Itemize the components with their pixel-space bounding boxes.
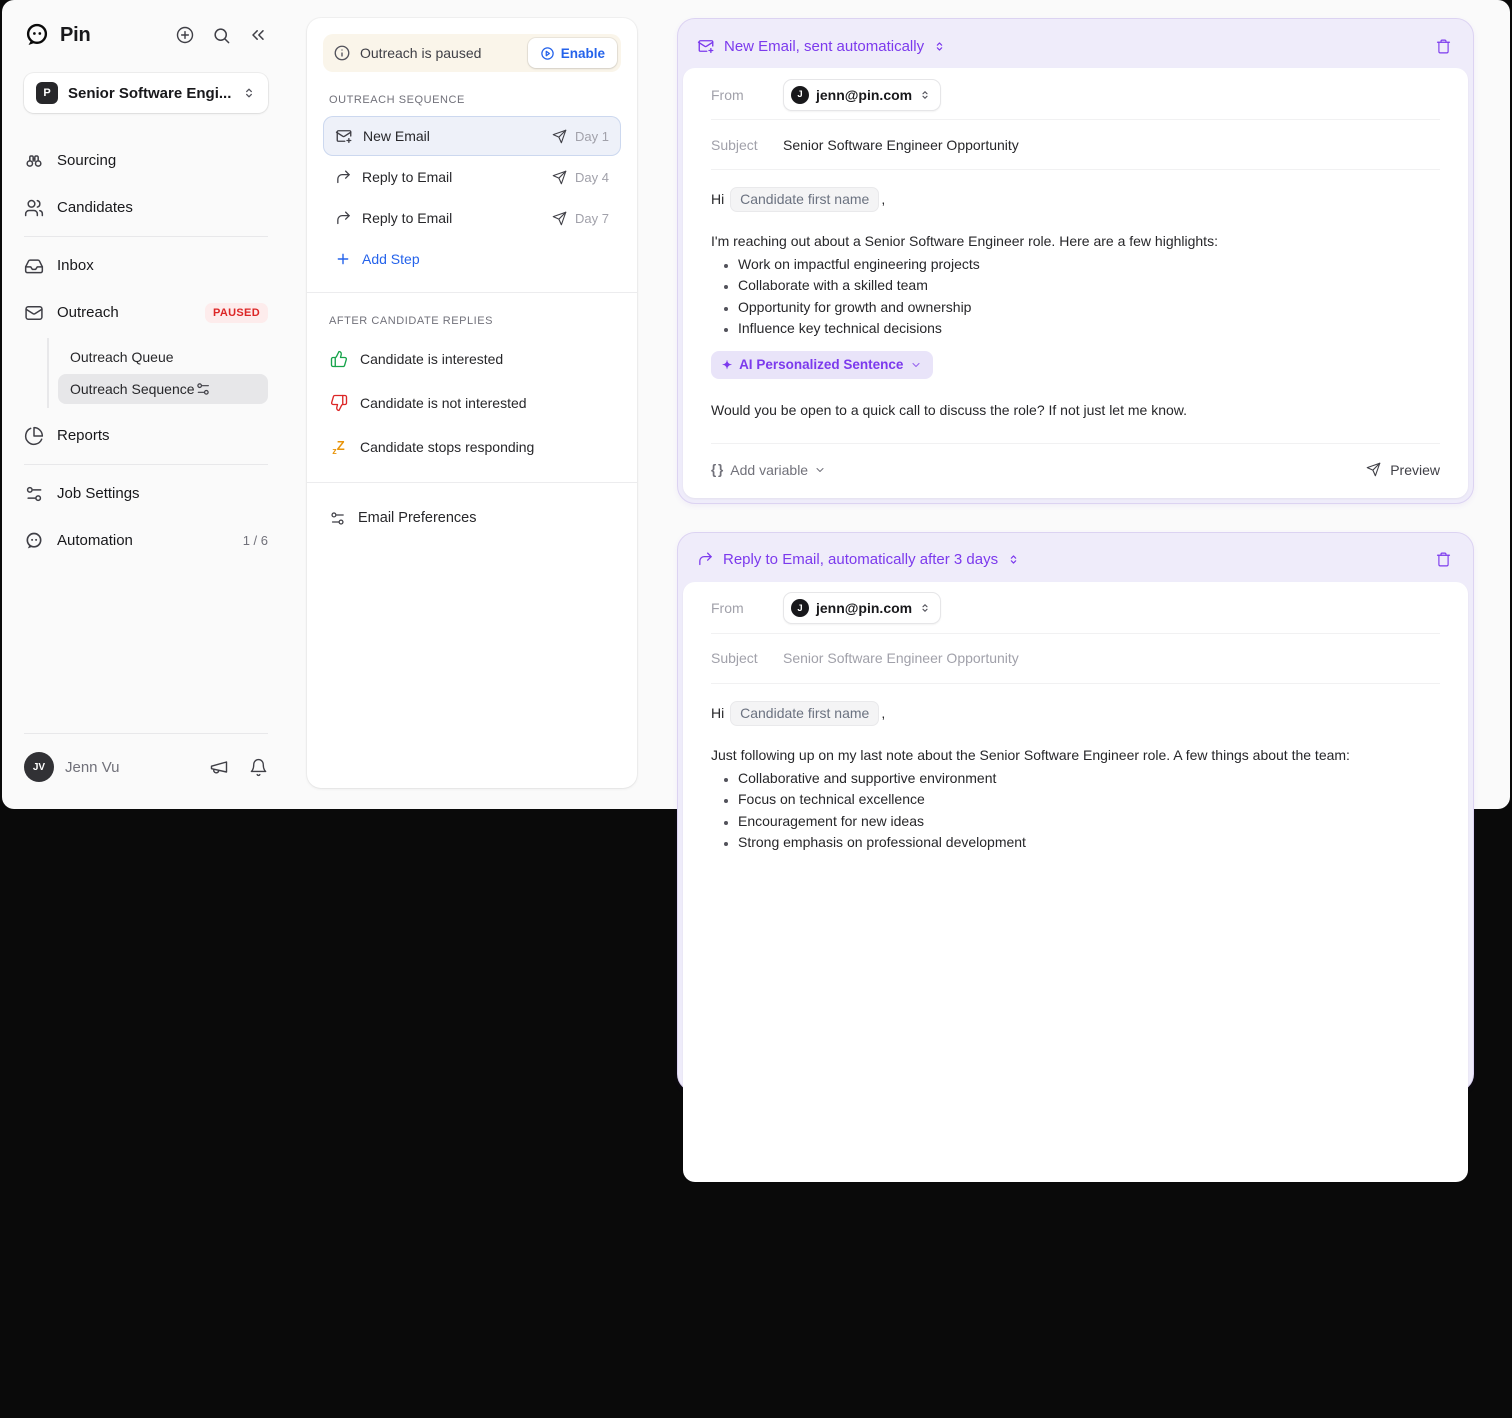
sidebar-item-label: Reports bbox=[57, 427, 110, 444]
sub-item-label: Outreach Sequence bbox=[70, 381, 195, 397]
bullet-list bbox=[711, 769, 1440, 852]
subject-label: Subject bbox=[711, 136, 758, 153]
chevron-updown-icon bbox=[919, 89, 931, 101]
play-circle-icon bbox=[540, 46, 555, 61]
email-card-header bbox=[683, 24, 1468, 68]
sidebar-item-label: Automation bbox=[57, 532, 133, 549]
binoculars-icon bbox=[24, 151, 44, 171]
bullet-list bbox=[711, 255, 1440, 338]
pin-logo-icon bbox=[24, 22, 50, 48]
send-icon bbox=[552, 211, 567, 226]
add-step-label: Add Step bbox=[362, 251, 420, 267]
email-preferences-label: Email Preferences bbox=[358, 510, 477, 526]
variable-chip-first-name[interactable]: Candidate first name bbox=[730, 701, 879, 726]
section-title-after-replies: AFTER CANDIDATE REPLIES bbox=[329, 315, 494, 327]
step-reply-1[interactable] bbox=[323, 157, 621, 197]
create-icon[interactable] bbox=[175, 25, 195, 45]
email-preferences-row[interactable] bbox=[323, 496, 621, 540]
user-actions bbox=[209, 757, 268, 777]
email-editor bbox=[683, 582, 1468, 1182]
chevron-updown-icon[interactable] bbox=[933, 40, 946, 53]
chevron-updown-icon bbox=[919, 602, 931, 614]
from-label: From bbox=[711, 86, 744, 103]
sliders-icon bbox=[24, 484, 44, 504]
sequence-panel bbox=[307, 18, 637, 788]
email-card-new-email bbox=[677, 18, 1474, 504]
users-icon bbox=[24, 198, 44, 218]
info-icon bbox=[333, 44, 351, 62]
subject-row bbox=[711, 634, 1440, 684]
from-selector[interactable] bbox=[783, 79, 941, 111]
mail-plus-icon bbox=[697, 37, 715, 55]
add-variable-button[interactable] bbox=[711, 461, 826, 480]
email-body-editor[interactable] bbox=[711, 684, 1440, 864]
sliders-icon bbox=[329, 510, 346, 527]
greeting-line: Hi Candidate first name , bbox=[711, 701, 1440, 726]
bullet-item: • Collaborative and supportive environment bbox=[738, 769, 1440, 788]
automation-count: 1 / 6 bbox=[242, 533, 268, 548]
greeting-line: Hi Candidate first name , bbox=[711, 187, 1440, 212]
trash-icon[interactable] bbox=[1435, 551, 1452, 568]
from-row bbox=[711, 70, 1440, 120]
sidebar bbox=[2, 0, 294, 809]
sidebar-item-automation[interactable] bbox=[24, 517, 268, 564]
app-title: Pin bbox=[60, 23, 91, 46]
sidebar-item-sourcing[interactable] bbox=[24, 137, 268, 184]
body-paragraph: Would you be open to a quick call to discuss the role? If not just let me know. bbox=[711, 402, 1188, 419]
ai-chip-label: AI Personalized Sentence bbox=[739, 356, 904, 372]
divider bbox=[24, 733, 268, 734]
avatar: JV bbox=[24, 752, 54, 782]
email-card-reply bbox=[677, 532, 1474, 1092]
chevron-down-icon bbox=[910, 359, 922, 371]
chevron-down-icon bbox=[814, 464, 826, 476]
step-day: Day 1 bbox=[575, 128, 609, 144]
email-card-title: New Email, sent automatically bbox=[724, 37, 925, 55]
step-meta bbox=[552, 170, 609, 185]
bullet-item: • Collaborate with a skilled team bbox=[738, 276, 1440, 295]
paused-badge: PAUSED bbox=[205, 303, 268, 323]
subject-label: Subject bbox=[711, 650, 758, 667]
sidebar-item-inbox[interactable] bbox=[24, 242, 268, 289]
sidebar-item-label: Job Settings bbox=[57, 485, 140, 502]
preview-label: Preview bbox=[1390, 461, 1440, 478]
divider bbox=[24, 464, 268, 465]
email-body-editor[interactable] bbox=[711, 170, 1440, 498]
body-paragraph: I'm reaching out about a Senior Software Engineer role. Here are a few highlights: bbox=[711, 232, 1218, 249]
sleep-zz-icon: zZ bbox=[332, 437, 345, 456]
brand-row bbox=[24, 18, 268, 52]
sidebar-item-label: Outreach bbox=[57, 304, 119, 321]
bell-icon[interactable] bbox=[249, 758, 268, 777]
user-name: Jenn Vu bbox=[65, 758, 120, 776]
thumbs-up-icon bbox=[329, 350, 348, 368]
search-icon[interactable] bbox=[212, 26, 231, 45]
sidebar-item-candidates[interactable] bbox=[24, 184, 268, 231]
enable-button-label: Enable bbox=[560, 45, 605, 61]
sub-item-label: Outreach Queue bbox=[70, 349, 174, 365]
mail-plus-icon bbox=[335, 127, 353, 145]
pie-chart-icon bbox=[24, 426, 44, 446]
step-label: Reply to Email bbox=[362, 169, 453, 185]
step-label: New Email bbox=[363, 128, 430, 144]
divider bbox=[24, 236, 268, 237]
mail-icon bbox=[24, 303, 44, 323]
email-editor bbox=[683, 68, 1468, 498]
step-reply-2[interactable] bbox=[323, 198, 621, 238]
ai-chip-row bbox=[711, 351, 1440, 379]
email-editor-column bbox=[677, 18, 1474, 1418]
sender-avatar: J bbox=[791, 599, 809, 617]
sidebar-item-outreach[interactable] bbox=[24, 289, 268, 336]
sidebar-item-label: Candidates bbox=[57, 199, 133, 216]
branch-candidate-interested[interactable] bbox=[323, 337, 621, 381]
step-meta bbox=[552, 129, 609, 144]
branch-candidate-not-interested[interactable] bbox=[323, 381, 621, 425]
user-row[interactable] bbox=[24, 739, 268, 795]
chevron-updown-icon[interactable] bbox=[1007, 553, 1020, 566]
trash-icon[interactable] bbox=[1435, 38, 1452, 55]
email-card-title: Reply to Email, automatically after 3 days bbox=[723, 551, 999, 569]
branch-label: Candidate is not interested bbox=[360, 395, 527, 411]
bullet-item: • Opportunity for growth and ownership bbox=[738, 298, 1440, 317]
variable-chip-first-name[interactable]: Candidate first name bbox=[730, 187, 879, 212]
send-icon bbox=[1366, 462, 1381, 477]
add-step-button[interactable] bbox=[323, 239, 621, 279]
ai-personalized-sentence-chip[interactable] bbox=[711, 351, 933, 379]
sender-email: jenn@pin.com bbox=[816, 86, 913, 103]
inbox-icon bbox=[24, 256, 44, 276]
body-paragraph: Just following up on my last note about the Senior Software Engineer role. A few things about the team: bbox=[711, 746, 1350, 763]
bullet-item: • Work on impactful engineering projects bbox=[738, 255, 1440, 274]
step-day: Day 7 bbox=[575, 210, 609, 226]
step-day: Day 4 bbox=[575, 169, 609, 185]
bullet-item: • Influence key technical decisions bbox=[738, 319, 1440, 338]
sliders-icon bbox=[195, 381, 211, 397]
job-name: Senior Software Engi... bbox=[68, 84, 232, 102]
divider bbox=[307, 482, 637, 483]
sidebar-item-outreach-sequence[interactable] bbox=[58, 374, 268, 404]
automation-face-icon bbox=[24, 531, 44, 551]
branch-label: Candidate is interested bbox=[360, 351, 504, 367]
sidebar-item-label: Inbox bbox=[57, 257, 94, 274]
branch-candidate-stops-responding[interactable] bbox=[323, 425, 621, 469]
chevron-updown-icon bbox=[242, 86, 256, 100]
reply-arrow-icon bbox=[335, 169, 352, 186]
enable-button[interactable] bbox=[528, 38, 617, 68]
from-selector[interactable] bbox=[783, 592, 941, 624]
sidebar-toolbar bbox=[175, 25, 268, 45]
divider bbox=[307, 292, 637, 293]
banner-text: Outreach is paused bbox=[360, 45, 482, 61]
send-icon bbox=[552, 170, 567, 185]
job-avatar: P bbox=[36, 82, 58, 104]
step-meta bbox=[552, 211, 609, 226]
braces-icon: { } bbox=[711, 461, 723, 477]
sidebar-footer bbox=[24, 728, 268, 795]
editor-footer bbox=[711, 443, 1440, 496]
sparkle-icon: ✦ bbox=[722, 357, 733, 372]
app-window bbox=[2, 0, 1510, 850]
reply-arrow-icon bbox=[335, 210, 352, 227]
thumbs-down-icon bbox=[329, 394, 348, 412]
branch-label: Candidate stops responding bbox=[360, 439, 535, 455]
plus-icon bbox=[335, 251, 351, 267]
add-variable-label: Add variable bbox=[730, 461, 809, 478]
job-selector[interactable] bbox=[24, 73, 268, 113]
bullet-item: • Encouragement for new ideas bbox=[738, 812, 1440, 831]
subject-row bbox=[711, 120, 1440, 170]
sidebar-nav bbox=[24, 137, 268, 564]
sender-email: jenn@pin.com bbox=[816, 600, 913, 617]
paused-banner bbox=[323, 34, 621, 72]
bullet-item: • Focus on technical excellence bbox=[738, 790, 1440, 809]
preview-button[interactable] bbox=[1366, 461, 1440, 480]
sender-avatar: J bbox=[791, 86, 809, 104]
step-label: Reply to Email bbox=[362, 210, 453, 226]
from-row bbox=[711, 584, 1440, 634]
subject-input[interactable]: Senior Software Engineer Opportunity bbox=[783, 136, 1019, 153]
section-title-outreach-sequence: OUTREACH SEQUENCE bbox=[329, 94, 465, 106]
reply-arrow-icon bbox=[697, 551, 714, 568]
sidebar-item-job-settings[interactable] bbox=[24, 470, 268, 517]
sidebar-item-reports[interactable] bbox=[24, 412, 268, 459]
sidebar-item-outreach-queue[interactable] bbox=[58, 342, 268, 372]
from-label: From bbox=[711, 600, 744, 617]
outreach-subnav bbox=[47, 338, 268, 408]
subject-input[interactable]: Senior Software Engineer Opportunity bbox=[783, 650, 1019, 667]
megaphone-icon[interactable] bbox=[209, 757, 229, 777]
sidebar-item-label: Sourcing bbox=[57, 152, 117, 169]
bullet-item: • Strong emphasis on professional development bbox=[738, 833, 1440, 852]
send-icon bbox=[552, 129, 567, 144]
email-card-header bbox=[683, 538, 1468, 582]
step-new-email[interactable] bbox=[323, 116, 621, 156]
collapse-sidebar-icon[interactable] bbox=[248, 25, 268, 45]
